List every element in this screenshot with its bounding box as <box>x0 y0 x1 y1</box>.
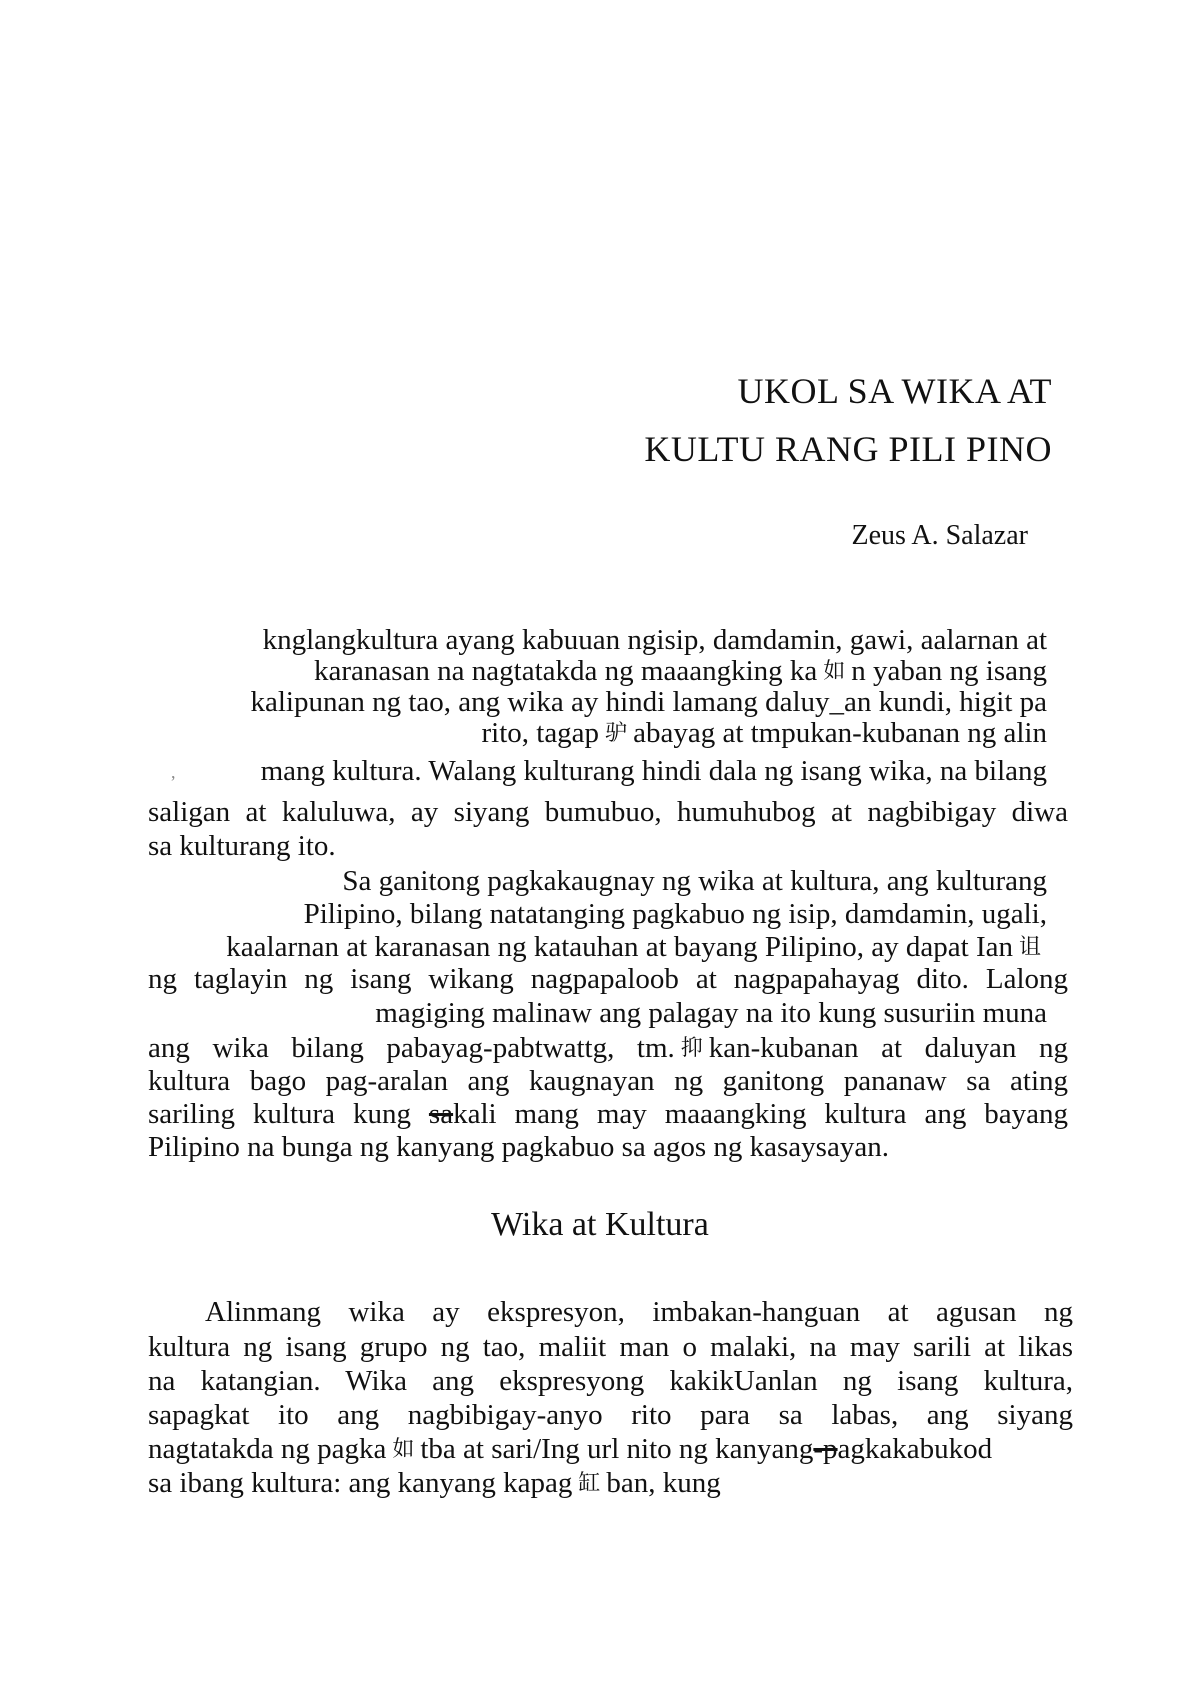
garbled-glyph: 抑 <box>680 1036 703 1061</box>
paragraph-line: karanasan na nagtatakda ng maaangking ka 如 n yaban ng isang <box>314 655 1047 687</box>
paragraph-line: sa ibang kultura: ang kanyang kapag 缸 ban, kung <box>148 1467 721 1499</box>
paragraph-line: rito, tagap 驴 abayag at tmpukan-kubanan ng alin <box>481 717 1047 749</box>
paragraph-line: Pilipino na bunga ng kanyang pagkabuo sa agos ng kasaysayan. <box>148 1131 889 1163</box>
paragraph-line: sariling kultura kung sakali mang may maaangking kultura ang bayang <box>148 1098 1068 1130</box>
paragraph-line: knglangkultura ayang kabuuan ngisip, damdamin, gawi, aalarnan at <box>262 624 1047 656</box>
garbled-glyph: 如 <box>823 659 846 684</box>
paragraph-line: kaalarnan at karanasan ng katauhan at bayang Pilipino, ay dapat Ian 诅 <box>226 931 1041 963</box>
stray-mark: , <box>171 762 176 782</box>
paragraph-line: sa kulturang ito. <box>148 830 336 862</box>
garbled-glyph: 缸 <box>578 1471 601 1496</box>
paragraph-line: magiging malinaw ang palagay na ito kung susuriin muna <box>375 997 1047 1029</box>
paragraph-line: Alinmang wika ay ekspresyon, imbakan-hanguan at agusan ng <box>205 1296 1073 1328</box>
paragraph-line: nagtatakda ng pagka 如 tba at sari/Ing url nito ng kanyang-pagkakabukod <box>148 1433 993 1465</box>
paragraph-line: mang kultura. Walang kulturang hindi dala ng isang wika, na bilang <box>260 755 1047 787</box>
struck-text: sa <box>428 1098 454 1130</box>
section-heading: Wika at Kultura <box>491 1206 709 1243</box>
paragraph-line: kultura ng isang grupo ng tao, maliit man o malaki, na may sarili at likas <box>148 1331 1073 1363</box>
paragraph-line: na katangian. Wika ang ekspresyong kakikUanlan ng isang kultura, <box>148 1365 1073 1397</box>
paragraph-line: sapagkat ito ang nagbibigay-anyo rito para sa labas, ang siyang <box>148 1399 1073 1431</box>
paragraph-line: kalipunan ng tao, ang wika ay hindi lamang daluy_an kundi, higit pa <box>250 686 1047 718</box>
paragraph-line: Pilipino, bilang natatanging pagkabuo ng isip, damdamin, ugali, <box>303 898 1047 930</box>
title-line-1: UKOL SA WIKA AT <box>737 371 1052 411</box>
garbled-glyph: 如 <box>392 1437 415 1462</box>
paragraph-line: ng taglayin ng isang wikang nagpapaloob at nagpapahayag dito. Lalong <box>148 963 1068 995</box>
garbled-glyph: 驴 <box>605 721 628 746</box>
garbled-glyph: 诅 <box>1018 935 1041 960</box>
document-title <box>644 362 1052 478</box>
paragraph-line: ang wika bilang pabayag-pabtwattg, tm. 抑 kan-kubanan at daluyan ng <box>148 1032 1068 1064</box>
struck-text: -p <box>813 1433 838 1465</box>
paragraph-line: kultura bago pag-aralan ang kaugnayan ng ganitong pananaw sa ating <box>148 1065 1068 1097</box>
paragraph-line: saligan at kaluluwa, ay siyang bumubuo, humuhubog at nagbibigay diwa <box>148 796 1068 828</box>
author-name: Zeus A. Salazar <box>851 520 1028 551</box>
paragraph-line: Sa ganitong pagkakaugnay ng wika at kultura, ang kulturang <box>342 865 1047 897</box>
title-line-2: KULTU RANG PILI PINO <box>644 429 1052 469</box>
